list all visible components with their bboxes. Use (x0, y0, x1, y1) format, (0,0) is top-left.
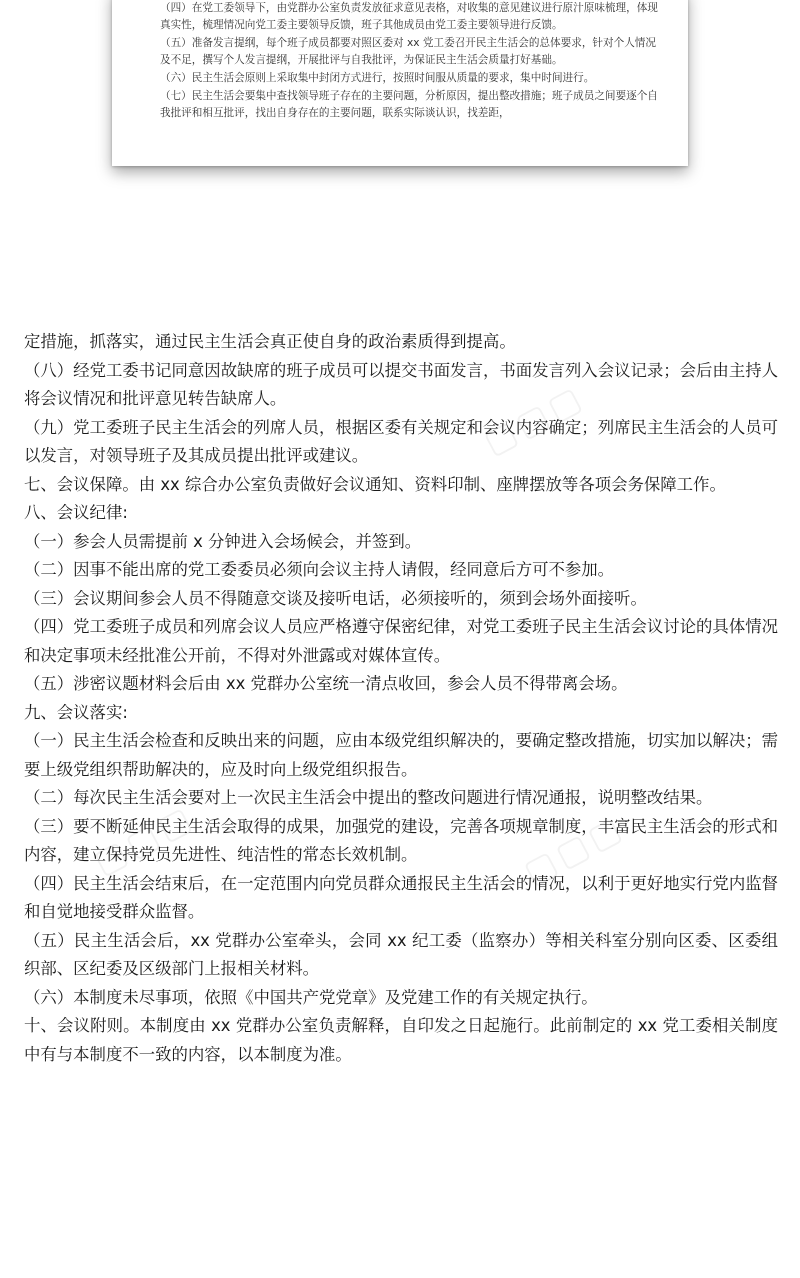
section-heading: 九、会议落实: (24, 702, 128, 722)
body-paragraph: 定措施，抓落实，通过民主生活会真正使自身的政治素质得到提高。 (24, 332, 516, 351)
section-heading: 八、会议纪律: (24, 503, 128, 522)
thumbnail-paragraph: （七）民主生活会要集中查找领导班子存在的主要问题，分析原因，提出整改措施；班子成员之间要逐个自我批评和相互批评，找出自身存在的主要问题，联系实际谈认识，找差距， (160, 89, 658, 120)
body-paragraph: （五）涉密议题材料会后由 xx 党群办公室统一清点收回，参会人员不得带离会场。 (24, 674, 628, 693)
document-preview-area (0, 0, 800, 300)
body-paragraph: （九）党工委班子民主生活会的列席人员，根据区委有关规定和会议内容确定；列席民主生活会的人员可以发言，对领导班子及其成员提出批评或建议。 (24, 417, 778, 465)
body-paragraph: （一）民主生活会检查和反映出来的问题，应由本级党组织解决的，要确定整改措施，切实加以解决；需要上级党组织帮助解决的，应及时向上级党组织报告。 (24, 731, 778, 779)
section-heading: 七、会议保障。由 xx 综合办公室负责做好会议通知、资料印制、座牌摆放等各项会务保障工作。 (24, 474, 726, 494)
body-paragraph: （二）每次民主生活会要对上一次民主生活会中提出的整改问题进行情况通报，说明整改结果。 (24, 788, 713, 807)
body-paragraph: （四）民主生活会结束后，在一定范围内向党员群众通报民主生活会的情况，以利于更好地实行党内监督和自觉地接受群众监督。 (24, 873, 778, 921)
body-paragraph: （四）党工委班子成员和列席会议人员应严格遵守保密纪律，对党工委班子民主生活会议讨论的具体情况和决定事项未经批准公开前，不得对外泄露或对媒体宣传。 (24, 617, 778, 665)
body-paragraph: （三）要不断延伸民主生活会取得的成果，加强党的建设，完善各项规章制度，丰富民主生活会的形式和内容，建立保持党员先进性、纯洁性的常态长效机制。 (24, 816, 778, 864)
section-heading: 十、会议附则。本制度由 xx 党群办公室负责解释，自印发之日起施行。此前制定的 xx 党工委相关制度中有与本制度不一致的内容，以本制度为准。 (24, 1016, 778, 1064)
thumbnail-paragraph: （四）在党工委领导下，由党群办公室负责发放征求意见表格，对收集的意见建议进行原汁原味梳理，体现真实性，梳理情况向党工委主要领导反馈，班子其他成员由党工委主要领导进行反馈。 (160, 1, 658, 32)
body-paragraph: （六）本制度未尽事项，依照《中国共产党党章》及党建工作的有关规定执行。 (24, 987, 598, 1007)
body-paragraph: （三）会议期间参会人员不得随意交谈及接听电话，必须接听的，须到会场外面接听。 (24, 588, 647, 608)
thumbnail-paragraph: （五）准备发言提纲，每个班子成员都要对照区委对 xx 党工委召开民主生活会的总体要求，针对个人情况及不足，撰写个人发言提纲，开展批评与自我批评，为保证民主生活会质量打好基础。 (160, 36, 656, 67)
document-body (24, 328, 778, 1069)
body-paragraph: （八）经党工委书记同意因故缺席的班子成员可以提交书面发言，书面发言列入会议记录；会后由主持人将会议情况和批评意见转告缺席人。 (24, 360, 778, 408)
watermark-decoration: ▢▢▢ (86, 796, 202, 884)
body-paragraph: （二）因事不能出席的党工委委员必须向会议主持人请假，经同意后方可不参加。 (24, 560, 615, 579)
watermark-decoration: ▢▢▢ (516, 806, 632, 894)
body-paragraph: （五）民主生活会后，xx 党群办公室牵头，会同 xx 纪工委（监察办）等相关科室分别向区委、区委组织部、区纪委及区级部门上报相关材料。 (24, 930, 778, 978)
thumbnail-paragraph: （六）民主生活会原则上采取集中封闭方式进行，按照时间服从质量的要求，集中时间进行。 (160, 71, 595, 84)
document-page-thumbnail (112, 0, 688, 166)
body-paragraph: （一）参会人员需提前 x 分钟进入会场候会，并签到。 (24, 531, 422, 551)
watermark-decoration: ▢▢▢ (476, 376, 592, 464)
thumbnail-text (160, 0, 660, 123)
